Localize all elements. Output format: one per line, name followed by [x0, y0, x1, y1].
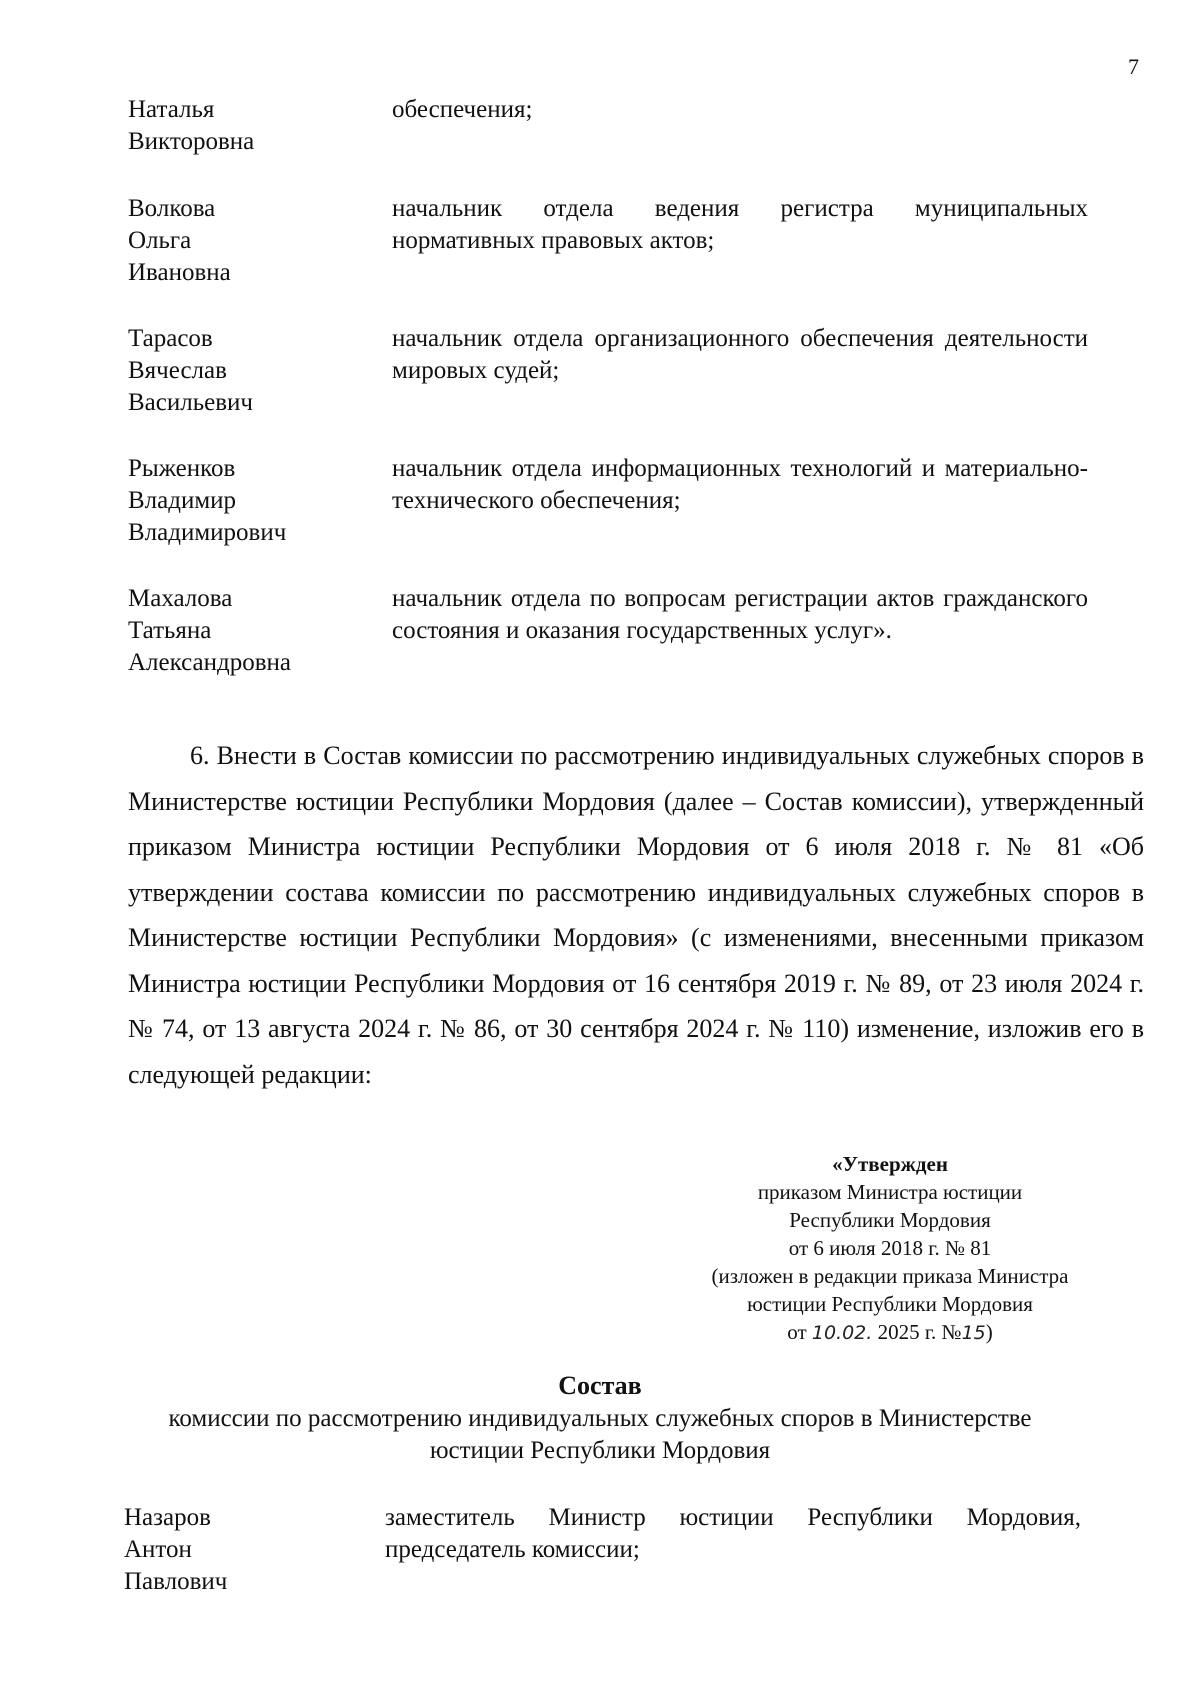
paragraph-6: 6. Внести в Состав комиссии по рассмотрению индивидуальных служебных споров в Министерстве юстиции Республики Мордовия (далее – Состав комиссии), утвержденный приказом Министра юстиции Республики Мордовия от 6 июля 2018 г. № 81 «Об утверждении состава комиссии по рассмотрению индивидуальных служебных споров в Министерстве юстиции Республики Мордовия» (с изменениями, внесенными приказом Министра юстиции Республики Мордовия от 16 сентября 2019 г. № 89, от 23 июля 2024 г. № 74, от 13 августа 2024 г. № 86, от 30 сентября 2024 г. № 110) изменение, изложив его в следующей редакции: — [128, 741, 1144, 1089]
approval-line: Республики Мордовия — [789, 1208, 991, 1232]
approval-date-line — [660, 1318, 1120, 1347]
approval-stamp-block — [660, 1150, 1120, 1347]
handwritten-date: 10.02. — [811, 1322, 873, 1344]
member-position: начальник отдела ведения регистра муниципальных нормативных правовых актов; — [392, 195, 1088, 254]
composition-title-block — [0, 1369, 1200, 1467]
member-name: Назаров Антон Павлович — [124, 1504, 228, 1595]
page-number: 7 — [1128, 54, 1139, 79]
member-position: обеспечения; — [392, 96, 533, 123]
member-position: начальник отдела по вопросам регистрации актов гражданского состояния и оказания государственных услуг». — [392, 585, 1088, 644]
member-name: Рыженков Владимир Владимирович — [128, 455, 287, 546]
approval-line: от 6 июля 2018 г. № 81 — [788, 1236, 992, 1260]
member-name: Наталья Викторовна — [128, 96, 255, 155]
approval-line: юстиции Республики Мордовия — [747, 1292, 1033, 1316]
member-name: Волкова Ольга Ивановна — [128, 195, 231, 286]
composition-title: Состав — [558, 1371, 642, 1400]
date-close: ) — [985, 1320, 993, 1344]
handwritten-number: 15 — [961, 1322, 986, 1344]
approval-line: (изложен в редакции приказа Министра — [711, 1264, 1069, 1288]
date-prefix: от — [787, 1320, 807, 1344]
approval-heading: «Утвержден — [832, 1152, 948, 1176]
member-position: начальник отдела организационного обеспечения деятельности мировых судей; — [392, 325, 1088, 384]
date-year: 2025 г. № — [877, 1320, 962, 1344]
composition-subtitle: комиссии по рассмотрению индивидуальных служебных споров в Министерстве — [168, 1405, 1032, 1432]
member-position: начальник отдела информационных технологий и материально-технического обеспечения; — [392, 455, 1088, 514]
member-name: Тарасов Вячеслав Васильевич — [128, 325, 253, 416]
member-position: заместитель Министр юстиции Республики Мордовия, председатель комиссии; — [385, 1504, 1081, 1563]
member-name: Махалова Татьяна Александровна — [128, 585, 292, 676]
approval-line: приказом Министра юстиции — [757, 1180, 1023, 1204]
composition-subtitle: юстиции Республики Мордовия — [429, 1437, 771, 1464]
